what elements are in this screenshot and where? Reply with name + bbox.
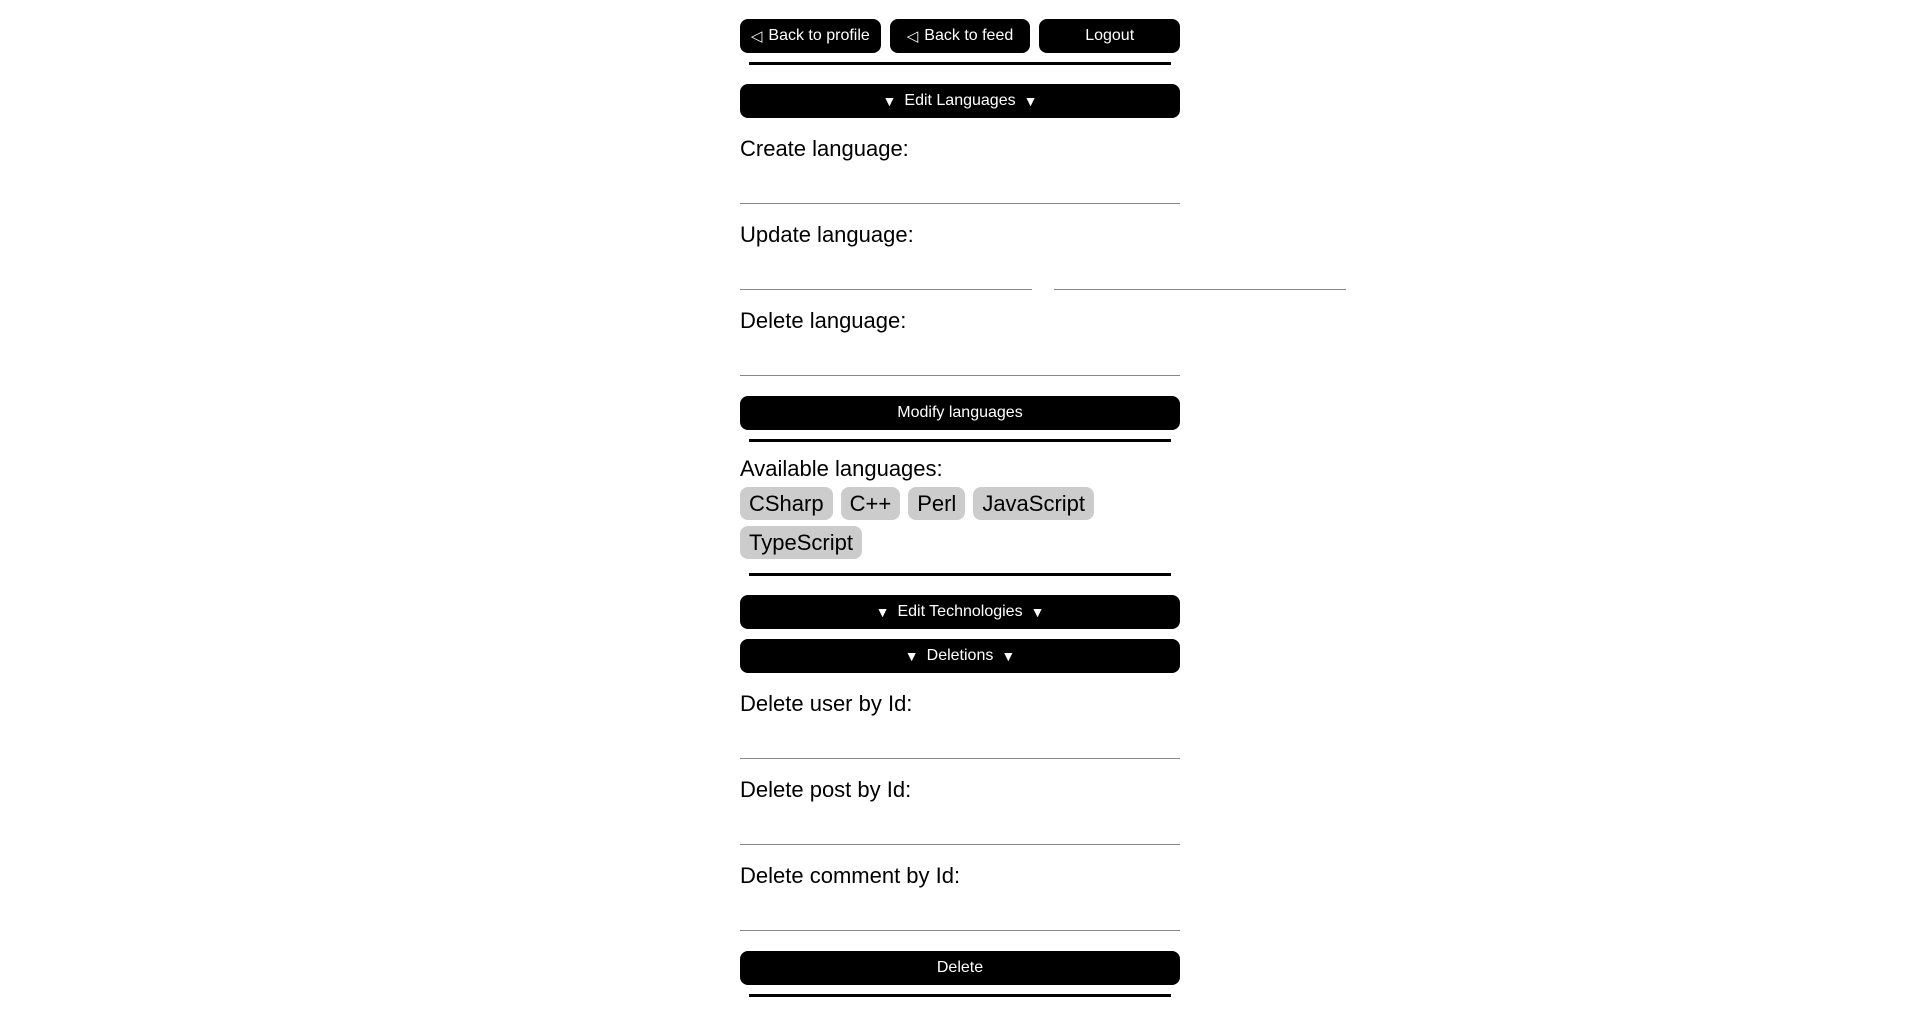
- create-language-input[interactable]: [740, 162, 1180, 204]
- update-language-inputs: [740, 248, 1180, 290]
- back-to-feed-button[interactable]: [890, 19, 1031, 53]
- back-icon: ◁: [750, 27, 763, 45]
- language-chip: TypeScript: [740, 526, 862, 559]
- caret-down-icon: ▼: [1023, 93, 1038, 109]
- delete-comment-by-id-label: Delete comment by Id:: [740, 863, 961, 888]
- caret-down-icon: ▼: [882, 93, 897, 109]
- delete-language-input[interactable]: [740, 334, 1180, 376]
- edit-technologies-label: Edit Technologies: [897, 603, 1023, 620]
- logout-button[interactable]: [1039, 19, 1180, 53]
- logout-label: Logout: [1085, 27, 1135, 44]
- caret-down-icon: ▼: [904, 648, 919, 664]
- language-chip: CSharp: [740, 487, 833, 520]
- deletions-form: [740, 691, 1180, 985]
- back-to-profile-button[interactable]: [740, 19, 881, 53]
- edit-languages-label: Edit Languages: [904, 92, 1016, 109]
- section-divider: [749, 573, 1171, 576]
- language-chip: C++: [841, 487, 901, 520]
- delete-comment-by-id-input[interactable]: [740, 889, 1180, 931]
- deletions-toggle[interactable]: [740, 639, 1180, 673]
- language-chip: JavaScript: [973, 487, 1094, 520]
- caret-down-icon: ▼: [875, 604, 890, 620]
- section-divider: [749, 62, 1171, 65]
- create-language-label: Create language:: [740, 136, 909, 161]
- available-languages-section: [740, 456, 1180, 559]
- admin-panel: [740, 0, 1180, 997]
- edit-technologies-toggle[interactable]: [740, 595, 1180, 629]
- language-chip-list: [740, 487, 1180, 559]
- section-divider: [749, 439, 1171, 442]
- section-divider: [749, 994, 1171, 997]
- delete-button[interactable]: Delete: [740, 951, 1180, 985]
- modify-languages-button[interactable]: Modify languages: [740, 396, 1180, 430]
- toolbar: [740, 19, 1180, 53]
- update-language-old-input[interactable]: [740, 248, 1032, 290]
- language-chip: Perl: [908, 487, 965, 520]
- deletions-label: Deletions: [926, 647, 994, 664]
- update-language-new-input[interactable]: [1054, 248, 1346, 290]
- delete-language-label: Delete language:: [740, 308, 907, 333]
- delete-post-by-id-label: Delete post by Id:: [740, 777, 912, 802]
- languages-form: [740, 136, 1180, 430]
- back-icon: ◁: [906, 27, 919, 45]
- back-to-profile-label: Back to profile: [768, 27, 870, 44]
- update-language-label: Update language:: [740, 222, 914, 247]
- delete-post-by-id-input[interactable]: [740, 803, 1180, 845]
- caret-down-icon: ▼: [1030, 604, 1045, 620]
- caret-down-icon: ▼: [1001, 648, 1016, 664]
- edit-languages-toggle[interactable]: [740, 84, 1180, 118]
- delete-user-by-id-input[interactable]: [740, 717, 1180, 759]
- available-languages-title: Available languages:: [740, 456, 943, 481]
- delete-user-by-id-label: Delete user by Id:: [740, 691, 913, 716]
- back-to-feed-label: Back to feed: [924, 27, 1014, 44]
